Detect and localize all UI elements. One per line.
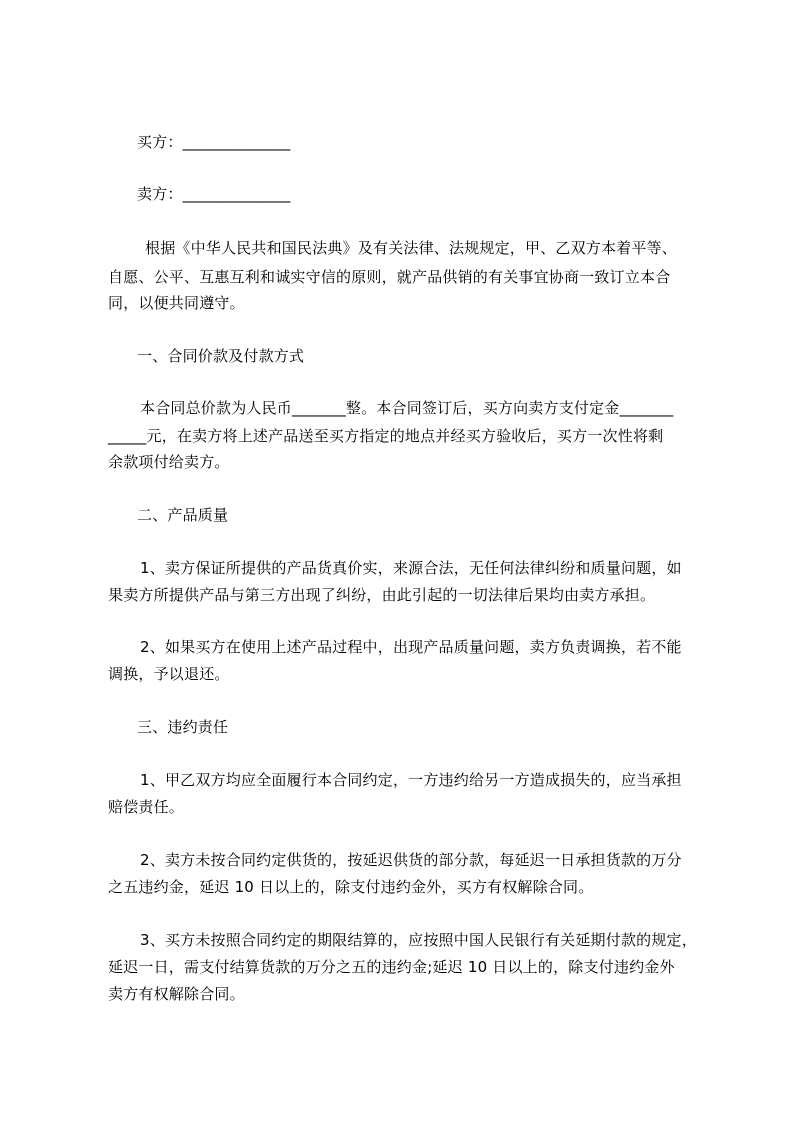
section2-item1-line-1: 1、卖方保证所提供的产品货真价实，来源合法，无任何法律纠纷和质量问题，如: [140, 559, 682, 577]
section3-item1-line-1: 1、甲乙双方均应全面履行本合同约定，一方违约给另一方造成损失的，应当承担: [140, 771, 682, 789]
section3-item2-line-2: 之五违约金，延迟 10 日以上的，除支付违约金外，买方有权解除合同。: [108, 878, 594, 896]
section2-title: 二、产品质量: [137, 506, 229, 524]
section3-item3-line-2: 延迟一日，需支付结算货款的万分之五的违约金;延迟 10 日以上的，除支付违约金外: [108, 958, 675, 976]
section1-title: 一、合同价款及付款方式: [137, 347, 305, 365]
section2-item2-line-2: 调换，予以退还。: [108, 665, 230, 683]
section3-item3-line-3: 卖方有权解除合同。: [108, 985, 245, 1003]
section3-item1-line-2: 赔偿责任。: [108, 798, 185, 816]
section3-title: 三、违约责任: [137, 718, 229, 736]
intro-line-2: 自愿、公平、互惠互利和诚实守信的原则，就产品供销的有关事宜协商一致订立本合: [108, 268, 671, 286]
section2-item2-line-1: 2、如果买方在使用上述产品过程中，出现产品质量问题，卖方负责调换，若不能: [140, 638, 682, 656]
section1-line-1: 本合同总价款为人民币_______整。本合同签订后，买方向卖方支付定金_______: [140, 399, 674, 417]
intro-line-1: 根据《中华人民共和国民法典》及有关法律、法规规定，甲、乙双方本着平等、: [145, 239, 678, 257]
section3-item2-line-1: 2、卖方未按合同约定供货的，按延迟供货的部分款，每延迟一日承担货款的万分: [140, 851, 682, 869]
section3-item3-line-1: 3、买方未按照合同约定的期限结算的，应按照中国人民银行有关延期付款的规定，: [140, 931, 697, 949]
section1-line-3: 余款项付给卖方。: [108, 453, 230, 471]
buyer-line: 买方：______________: [137, 133, 291, 151]
section2-item1-line-2: 果卖方所提供产品与第三方出现了纠纷，由此引起的一切法律后果均由卖方承担。: [108, 586, 656, 604]
section1-line-2: _____元，在卖方将上述产品送至买方指定的地点并经买方验收后，买方一次性将剩: [108, 427, 664, 445]
seller-line: 卖方：______________: [137, 185, 291, 203]
intro-line-3: 同，以便共同遵守。: [108, 294, 245, 312]
